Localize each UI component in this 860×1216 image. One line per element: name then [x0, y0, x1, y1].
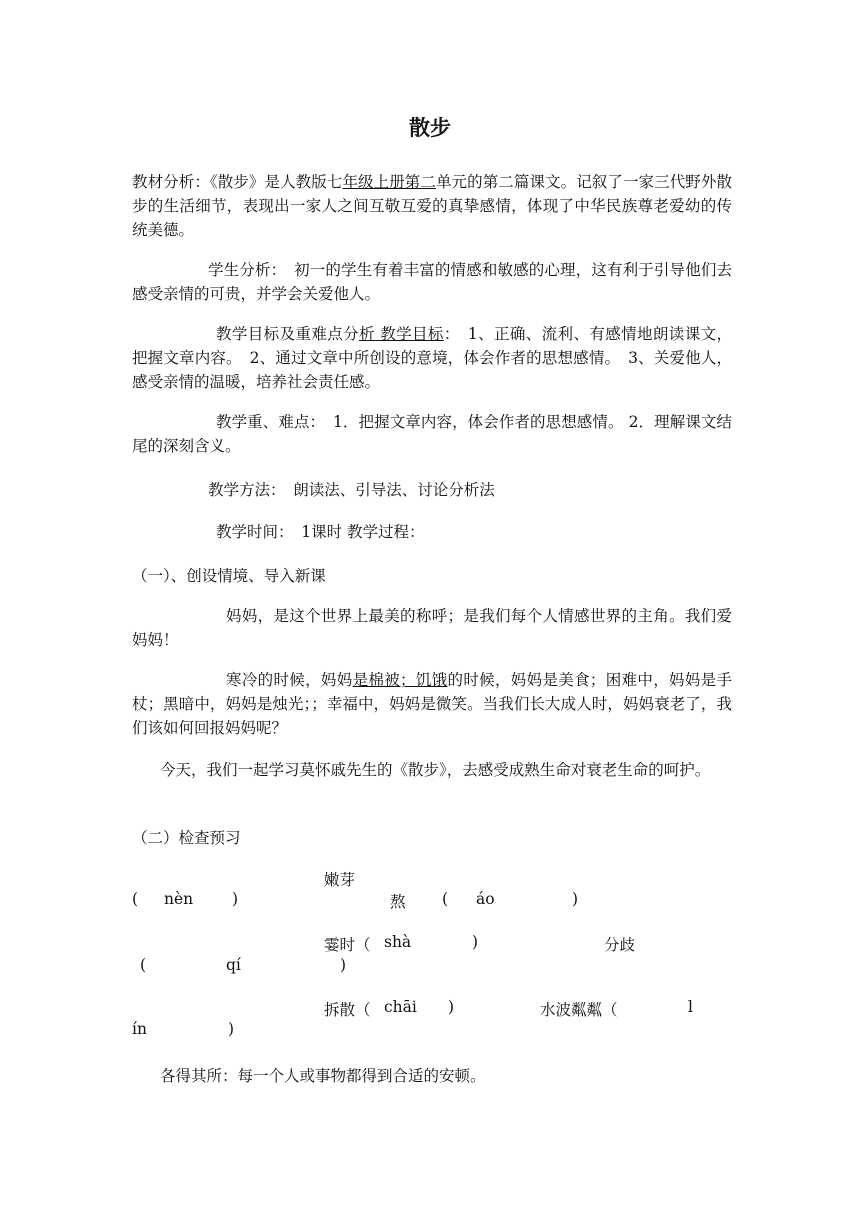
- vocab-word: 拆散（: [324, 1001, 371, 1019]
- paragraph-today: 今天，我们一起学习莫怀戚先生的《散步》，去感受成熟生命对衰老生命的呵护。: [160, 761, 711, 779]
- section-heading-2: （二）检查预习: [132, 829, 241, 847]
- paragraph-idiom: 各得其所：每一个人或事物都得到合适的安顿。: [160, 1067, 486, 1085]
- underlined-text: 是棉被；饥饿: [352, 671, 448, 689]
- vocab-word: 嫩芽: [324, 871, 356, 889]
- vocab-paren-open: (: [442, 890, 449, 908]
- paragraph-mother-metaphors: 寒冷的时候，妈妈是棉被；饥饿的时候，妈妈是美食；困难中，妈妈是手杖；黑暗中，妈妈是烛光；；幸福中，妈妈是微笑。当我们长大成人时，妈妈衰老了，我们该如何回报妈妈呢？: [132, 671, 732, 737]
- underlined-text: 年级上册第二: [342, 173, 436, 191]
- paragraph-student-analysis: 学生分析： 初一的学生有着丰富的情感和敏感的心理，这有利于引导他们去感受亲情的可贵，并学会关爱他人。: [132, 261, 732, 303]
- paragraph-mother: 妈妈，是这个世界上最美的称呼；是我们每个人情感世界的主角。我们爱妈妈！: [132, 607, 732, 649]
- paragraph-key-points: 教学重、难点： 1．把握文章内容，体会作者的思想感情。 2．理解课文结尾的深刻含义。: [132, 413, 732, 455]
- vocab-paren-close: ): [472, 933, 479, 951]
- section-heading-1: （一）、创设情境、导入新课: [132, 567, 326, 585]
- vocab-word: 水波粼粼（: [540, 1001, 618, 1019]
- vocab-paren-close: ): [340, 956, 347, 974]
- vocab-paren-open: (: [132, 890, 139, 908]
- underlined-text: 析 教学目标: [359, 325, 444, 343]
- vocab-paren-open: (: [140, 956, 147, 974]
- vocab-word: 分歧: [604, 936, 636, 954]
- vocab-pinyin: shà: [384, 933, 412, 951]
- vocab-paren-close: ): [232, 890, 239, 908]
- vocab-pinyin: ín: [132, 1020, 147, 1038]
- vocab-pinyin: chāi: [384, 998, 417, 1016]
- paragraph-teaching-time: 教学时间： 1课时 教学过程：: [216, 523, 425, 541]
- paragraph-teaching-method: 教学方法： 朗读法、引导法、讨论分析法: [208, 481, 495, 499]
- paragraph-teaching-goals: 教学目标及重难点分析 教学目标： 1、正确、流利、有感情地朗读课文，把握文章内容。 2、通过文章中所创设的意境，体会作者的思想感情。 3、关爱他人，感受亲情的温暖，培养社会责任感。: [132, 325, 732, 391]
- vocab-paren-close: ): [572, 890, 579, 908]
- paragraph-textbook-analysis: 教材分析：《散步》是人教版七年级上册第二单元的第二篇课文。记叙了一家三代野外散步的生活细节，表现出一家人之间互敬互爱的真挚感情，体现了中华民族尊老爱幼的传统美德。: [132, 173, 732, 239]
- vocab-pinyin: qí: [226, 956, 241, 974]
- vocab-pinyin: l: [688, 998, 693, 1016]
- document-title: 散步: [409, 116, 451, 140]
- vocab-word: 熬: [390, 893, 406, 911]
- vocab-pinyin: nèn: [164, 890, 194, 908]
- vocab-paren-close: ): [448, 998, 455, 1016]
- vocab-word: 霎时（: [324, 936, 371, 954]
- vocab-pinyin: áo: [476, 890, 495, 908]
- vocab-paren-close: ): [228, 1020, 235, 1038]
